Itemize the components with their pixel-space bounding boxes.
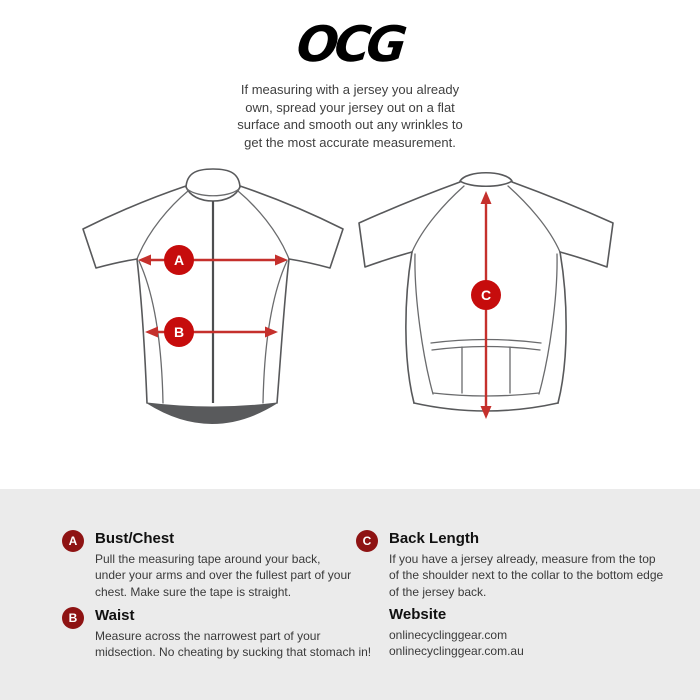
intro-paragraph [0,81,700,151]
back-body-left-edge [406,252,414,403]
back-collar-outline [460,173,512,187]
legend-title-bust-chest: Bust/Chest [95,530,175,547]
website-title: Website [389,606,447,623]
back-left-sleeve [359,182,460,267]
legend-text-line: chest. Make sure the tape is straight. [95,584,292,599]
legend-text-line: If you have a jersey already, measure from the top [389,552,656,566]
arrow-b-left-head [145,327,158,338]
website-block [389,605,524,660]
back-right-side-panel-seam [539,254,557,394]
intro-text-line: surface and smooth out any wrinkles to [237,117,463,132]
back-jersey-diagram [350,163,636,433]
legend-title-back-length: Back Length [389,530,480,547]
brand-logo: OCG [294,16,406,73]
website-urls [389,627,524,660]
legend-text-line: of the jersey back. [389,584,487,599]
marker-a-letter: A [173,252,185,268]
marker-badge-c: C [356,530,378,552]
back-body-right-edge [558,252,566,403]
legend-text-line: of the shoulder next to the collar to the bottom edge [389,568,664,583]
brand-logo-wrap [0,16,700,73]
marker-c-letter: C [480,287,492,303]
legend-text-line: midsection. No cheating by sucking that stomach in! [95,645,372,660]
back-right-sleeve [512,182,613,267]
website-url: onlinecyclinggear.com [389,628,508,642]
front-right-sleeve [240,186,343,268]
back-left-side-panel-seam [415,254,433,394]
front-body-left-edge [137,259,147,403]
legend-text-line: Measure across the narrowest part of your [95,629,321,643]
legend-item-bust-chest [62,529,351,600]
front-jersey-diagram [58,163,344,433]
legend-item-waist [62,606,371,661]
arrow-c-bottom-head [481,406,492,419]
intro-text-line: get the most accurate measurement. [244,134,456,150]
marker-badge-b: B [62,607,84,629]
marker-b-letter: B [173,324,185,340]
back-left-raglan-seam [412,186,464,252]
intro-text-line: If measuring with a jersey you already [240,82,460,97]
legend-item-back-length [356,529,663,600]
arrow-c-top-head [481,191,492,204]
legend-panel [0,489,700,700]
front-collar-inner-line [187,189,239,196]
legend-body-waist [95,628,371,661]
back-right-raglan-seam [508,186,560,252]
intro-text-line: own, spread your jersey out on a flat [245,99,455,115]
legend-body-bust-chest [95,551,351,600]
front-hem-crescent [147,403,277,424]
arrow-b-right-head [265,327,278,338]
legend-text-line: under your arms and over the fullest part of your [95,568,352,583]
legend-title-waist: Waist [95,607,135,624]
legend-text-line: Pull the measuring tape around your back, [95,552,321,566]
marker-badge-a: A [62,530,84,552]
website-url: onlinecyclinggear.com.au [389,644,524,659]
legend-body-back-length [389,551,663,600]
